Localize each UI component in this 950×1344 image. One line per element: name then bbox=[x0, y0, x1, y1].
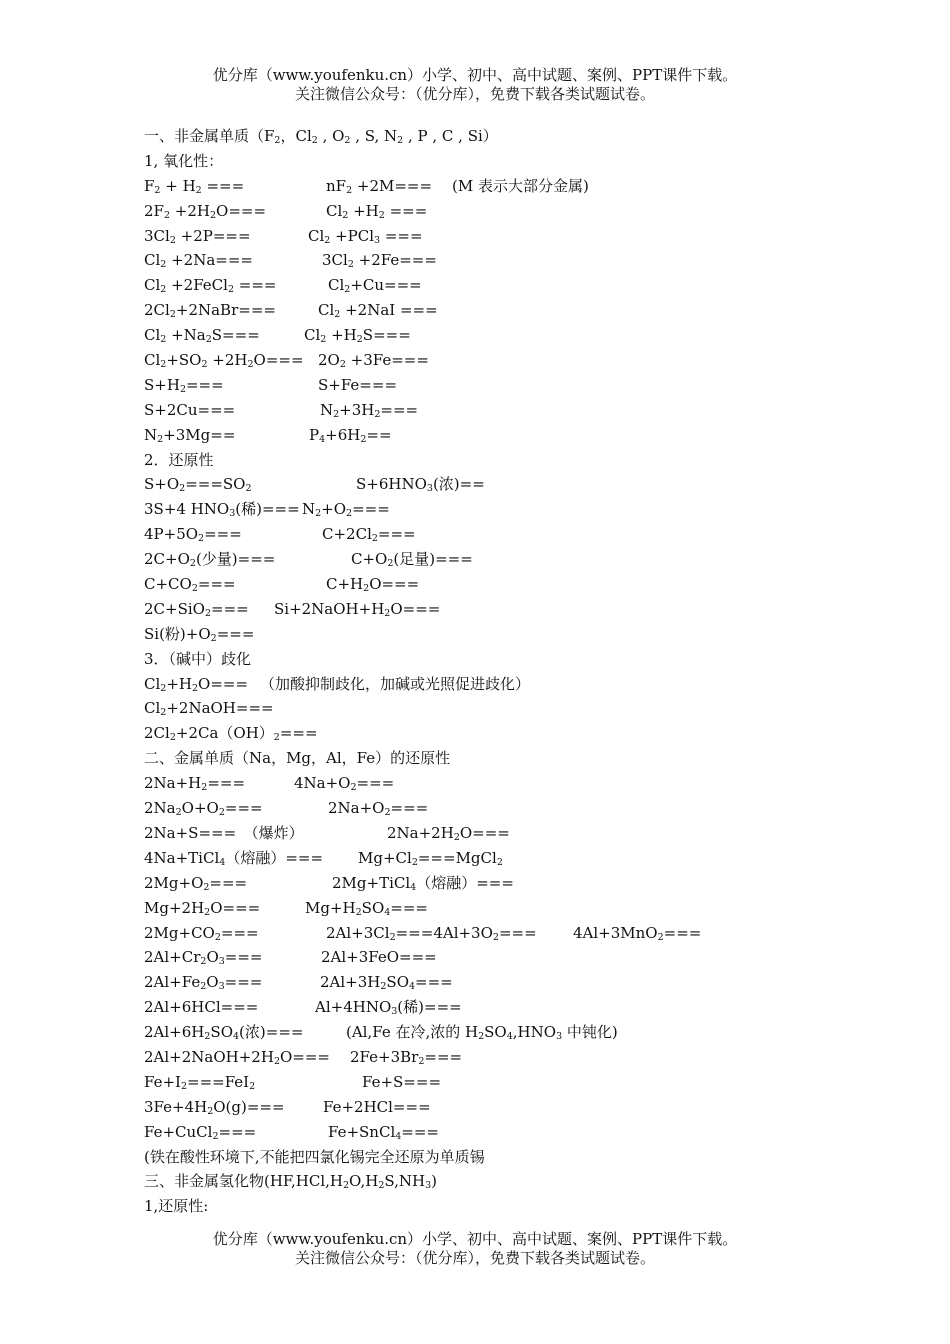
equation-line bbox=[144, 622, 904, 647]
equation-item: $3Cl_2 +2P===$ bbox=[144, 226, 251, 246]
equation-line bbox=[144, 896, 904, 921]
line-text: 三、非金属氢化物$(HF,HCl,H_2O,H_2S,NH_3)$ bbox=[144, 1172, 437, 1192]
equation-item: $Cl_2+Cu===$ bbox=[328, 276, 422, 296]
equation-item: $Cl_2 +H_2S===$ bbox=[304, 326, 411, 346]
line-text: Si(粉)$+O_2===$ bbox=[144, 624, 255, 644]
equation-item: $Cl_2 +PCl_3$ === bbox=[308, 226, 423, 246]
equation-item: $Cl_2 +2NaI$ === bbox=[318, 301, 438, 321]
equation-line bbox=[144, 224, 904, 249]
equation-line bbox=[144, 348, 904, 373]
equation-line bbox=[144, 174, 904, 199]
equation-line bbox=[144, 398, 904, 423]
line-text: (铁在酸性环境下,不能把四氯化锡完全还原为单质锡 bbox=[144, 1147, 485, 1166]
equation-item: $4Na+O_2===$ bbox=[294, 774, 395, 794]
equation-line bbox=[144, 771, 904, 796]
equation-item: (M 表示大部分金属) bbox=[452, 176, 589, 195]
footer-line-1: 优分库（www.youfenku.cn）小学、初中、高中试题、案例、PPT课件下载。 bbox=[212, 1230, 738, 1248]
equation-item: $2Mg+O_2===$ bbox=[144, 873, 248, 893]
equation-item: $C+O_2$(足量)=== bbox=[351, 550, 473, 570]
equation-line bbox=[144, 746, 904, 771]
equation-line bbox=[144, 970, 904, 995]
equation-item: $Cl_2 +2Na===$ bbox=[144, 251, 253, 271]
equation-item: 2Mg+TiCl$_4$（熔融）=== bbox=[332, 873, 514, 893]
equation-line bbox=[144, 423, 904, 448]
equation-item: $2Na+H_2===$ bbox=[144, 774, 246, 794]
equation-item: $Cl_2+SO_2 +2H_2O===$ bbox=[144, 351, 304, 371]
equation-item: $Fe+I_2===FeI_2$ bbox=[144, 1072, 256, 1092]
equation-line bbox=[144, 1045, 904, 1070]
equation-item: $3Fe+4H_2O(g)===$ bbox=[144, 1097, 285, 1117]
line-text: 1,还原性: bbox=[144, 1197, 209, 1216]
equation-line bbox=[144, 871, 904, 896]
equation-item: $2Al+Fe_2O_3===$ bbox=[144, 973, 263, 993]
equation-item: $nF_2 +2M===$ bbox=[326, 176, 433, 196]
equation-item: $Al+4HNO_3$(稀)=== bbox=[315, 998, 462, 1018]
equation-line bbox=[144, 821, 904, 846]
equation-line bbox=[144, 298, 904, 323]
equation-line bbox=[144, 1120, 904, 1145]
equation-item: S+Fe=== bbox=[318, 375, 398, 394]
footer-line-2: 关注微信公众号：（优分库），免费下载各类试题试卷。 bbox=[294, 1249, 655, 1267]
equation-item: 2Na+S=== （爆炸） bbox=[144, 823, 304, 842]
equation-item: $2O_2 +3Fe===$ bbox=[318, 351, 429, 371]
equation-line bbox=[144, 921, 904, 946]
equation-item: $C+CO_2===$ bbox=[144, 575, 236, 595]
equation-line bbox=[144, 1194, 904, 1219]
equation-item: Fe+S=== bbox=[362, 1072, 442, 1091]
equation-line bbox=[144, 124, 904, 149]
equation-item: $2Al+2NaOH+2H_2O===$ bbox=[144, 1047, 330, 1067]
equation-line bbox=[144, 696, 904, 721]
equation-item: $Cl_2 +Na_2S===$ bbox=[144, 326, 260, 346]
line-text: $2Cl_2+2Ca(OH)_2===$ bbox=[144, 724, 318, 744]
line-text: 二、金属单质（Na，Mg，Al，Fe）的还原性 bbox=[144, 749, 451, 768]
equation-line bbox=[144, 472, 904, 497]
equation-item: $2F_2 +2H_2O===$ bbox=[144, 201, 267, 221]
equation-line bbox=[144, 1070, 904, 1095]
equation-list bbox=[144, 124, 904, 1219]
header-line-1: 优分库（www.youfenku.cn）小学、初中、高中试题、案例、PPT课件下载。 bbox=[212, 66, 738, 84]
equation-item: $S+H_2===$ bbox=[144, 375, 224, 395]
equation-line bbox=[144, 597, 904, 622]
equation-item: （加酸抑制歧化，加碱或光照促进歧化） bbox=[260, 674, 531, 693]
equation-item: $2Al+3H_2SO_4===$ bbox=[320, 973, 453, 993]
equation-item: $S+O_2===SO_2$ bbox=[144, 475, 252, 495]
equation-item: 4Na+TiCl$_4$（熔融）=== bbox=[144, 848, 324, 868]
equation-line bbox=[144, 448, 904, 473]
line-text: 2．还原性 bbox=[144, 450, 214, 469]
equation-item: $2Mg+CO_2===$ bbox=[144, 923, 259, 943]
equation-item: $2Al+3Cl_2===4Al+3O_2===$ bbox=[326, 923, 537, 943]
equation-item: $F_2 + H_2$ === bbox=[144, 176, 245, 196]
page-footer bbox=[0, 1230, 950, 1268]
line-text: 3．（碱中）歧化 bbox=[144, 649, 252, 668]
equation-item: 2Al+3FeO=== bbox=[321, 948, 437, 967]
equation-line bbox=[144, 1020, 904, 1045]
equation-item: 2Al+6HCl=== bbox=[144, 998, 259, 1017]
equation-item: $N_2+3Mg==$ bbox=[144, 425, 236, 445]
equation-item: Fe+SnCl$_4$=== bbox=[328, 1122, 440, 1142]
equation-item: $2Al+6H_2SO_4$(浓)=== bbox=[144, 1023, 304, 1043]
equation-item: $2Na+O_2===$ bbox=[328, 799, 429, 819]
equation-item: $N_2+O_2===$ bbox=[302, 500, 390, 520]
equation-item: $N_2+3H_2===$ bbox=[320, 400, 419, 420]
equation-line bbox=[144, 846, 904, 871]
equation-item: $Mg+Cl_2===MgCl_2$ bbox=[358, 848, 503, 868]
equation-item: $2Na+2H_2O===$ bbox=[387, 823, 510, 843]
equation-line bbox=[144, 945, 904, 970]
equation-line bbox=[144, 721, 904, 746]
equation-line bbox=[144, 547, 904, 572]
equation-item: $S+6HNO_3$(浓)== bbox=[356, 475, 485, 495]
line-text: 1, 氧化性： bbox=[144, 151, 224, 170]
equation-item: $2Fe+3Br_2===$ bbox=[350, 1047, 463, 1067]
equation-line bbox=[144, 647, 904, 672]
equation-item: $2Na_2O+O_2===$ bbox=[144, 799, 263, 819]
page-header bbox=[0, 66, 950, 104]
equation-line bbox=[144, 149, 904, 174]
equation-line bbox=[144, 522, 904, 547]
equation-item: S+2Cu=== bbox=[144, 400, 236, 419]
equation-line bbox=[144, 1095, 904, 1120]
equation-line bbox=[144, 273, 904, 298]
equation-line bbox=[144, 323, 904, 348]
equation-item: 2C+SiO$_2$=== bbox=[144, 599, 249, 619]
equation-line bbox=[144, 672, 904, 697]
line-text: $Cl_2+2NaOH===$ bbox=[144, 699, 274, 719]
equation-item: 4Al+3MnO$_2$=== bbox=[573, 923, 702, 943]
equation-item: $4P+5O_2===$ bbox=[144, 525, 242, 545]
equation-item: $2Cl_2+2NaBr===$ bbox=[144, 301, 276, 321]
line-text: 一、非金属单质（$F_2$，$Cl_2$ , $O_2$ , S, $N_2$ , P , C , Si） bbox=[144, 127, 498, 146]
equation-item: $Mg+H_2SO_4===$ bbox=[305, 898, 429, 918]
equation-item: $Cl_2 +H_2$ === bbox=[326, 201, 428, 221]
equation-line bbox=[144, 572, 904, 597]
equation-item: $Cl_2$ +2FeCl$_2$ === bbox=[144, 276, 277, 296]
equation-line bbox=[144, 1169, 904, 1194]
equation-line bbox=[144, 199, 904, 224]
equation-item: $C+H_2O===$ bbox=[326, 575, 420, 595]
equation-item: Fe+CuCl$_2$=== bbox=[144, 1122, 257, 1142]
equation-item: $Si+2NaOH+H_2O===$ bbox=[274, 599, 441, 619]
equation-item: $P_4+6H_2==$ bbox=[309, 425, 392, 445]
equation-item: 3S+4 $HNO_3$(稀)=== bbox=[144, 500, 300, 520]
equation-item: $C+2Cl_2===$ bbox=[322, 525, 416, 545]
equation-item: $Mg+2H_2O===$ bbox=[144, 898, 261, 918]
equation-item: Fe+2HCl=== bbox=[323, 1097, 431, 1116]
equation-line bbox=[144, 995, 904, 1020]
equation-line bbox=[144, 1145, 904, 1170]
equation-line bbox=[144, 373, 904, 398]
equation-item: $Cl_2+H_2O===$ bbox=[144, 674, 249, 694]
equation-item: $2C+O_2$(少量)=== bbox=[144, 550, 276, 570]
equation-item: $2Al+Cr_2O_3===$ bbox=[144, 948, 263, 968]
equation-line bbox=[144, 497, 904, 522]
equation-line bbox=[144, 796, 904, 821]
header-line-2: 关注微信公众号：（优分库），免费下载各类试题试卷。 bbox=[294, 85, 655, 103]
equation-item: $3Cl_2 +2Fe===$ bbox=[322, 251, 437, 271]
equation-item: (Al,Fe 在冷,浓的 $H_2SO_4,HNO_3$ 中钝化) bbox=[346, 1023, 618, 1043]
equation-line bbox=[144, 248, 904, 273]
